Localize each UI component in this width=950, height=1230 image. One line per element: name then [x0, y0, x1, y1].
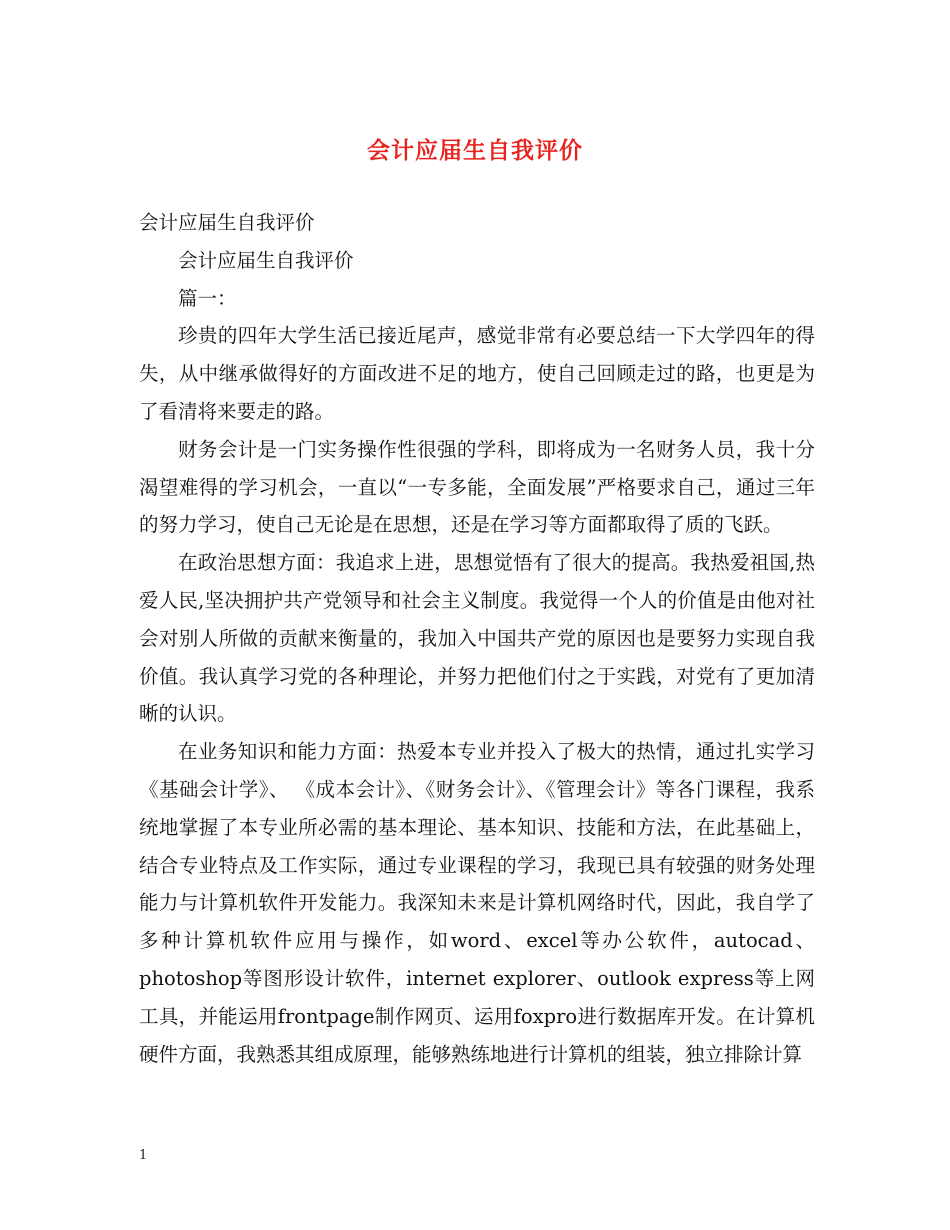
page-number: 1 — [139, 1148, 148, 1163]
paragraph-political-thought: 在政治思想方面：我追求上进，思想觉悟有了很大的提高。我热爱祖国,热爱人民,坚决拥护共产党领导和社会主义制度。我觉得一个人的价值是由他对社会对别人所做的贡献来衡量的，我加入中国共产党的原因也是要努力实现自我价值。我认真学习党的各种理论，并努力把他们付之于实践，对党有了更加清晰的认识。 — [139, 551, 815, 726]
paragraph-subheading: 会计应届生自我评价 — [178, 248, 354, 272]
paragraph-section-label: 篇一： — [178, 286, 237, 310]
document-body — [139, 204, 815, 1073]
paragraph-professional-skills: 在业务知识和能力方面：热爱本专业并投入了极大的热情，通过扎实学习《基础会计学》、 《成本会计》、《财务会计》、《管理会计》等各门课程，我系统地掌握了本专业所必需的基本理论、基本知识、技能和方法，在此基础上，结合专业特点及工作实际，通过专业课程的学习，我现已具有较强的财务处理能力与计算机软件开发能力。我深知未来是计算机网络时代，因此，我自学了多种计算机软件应用与操作，如word、excel等办公软件，autocad、photoshop等图形设计软件，internet explorer、outlook express等上网工具，并能运用frontpage制作网页、运用foxpro进行数据库开发。在计算机硬件方面，我熟悉其组成原理，能够熟练地进行计算机的组装，独立排除计算 — [139, 740, 815, 1066]
paragraph-heading: 会计应届生自我评价 — [139, 211, 315, 234]
document-title: 会计应届生自我评价 — [367, 137, 583, 164]
paragraph-introduction: 珍贵的四年大学生活已接近尾声，感觉非常有必要总结一下大学四年的得失，从中继承做得好的方面改进不足的地方，使自己回顾走过的路，也更是为了看清将来要走的路。 — [139, 324, 815, 423]
paragraph-accounting-goals: 财务会计是一门实务操作性很强的学科，即将成为一名财务人员，我十分渴望难得的学习机会，一直以“一专多能，全面发展”严格要求自己，通过三年的努力学习，使自己无论是在思想，还是在学习等方面都取得了质的飞跃。 — [139, 437, 815, 537]
